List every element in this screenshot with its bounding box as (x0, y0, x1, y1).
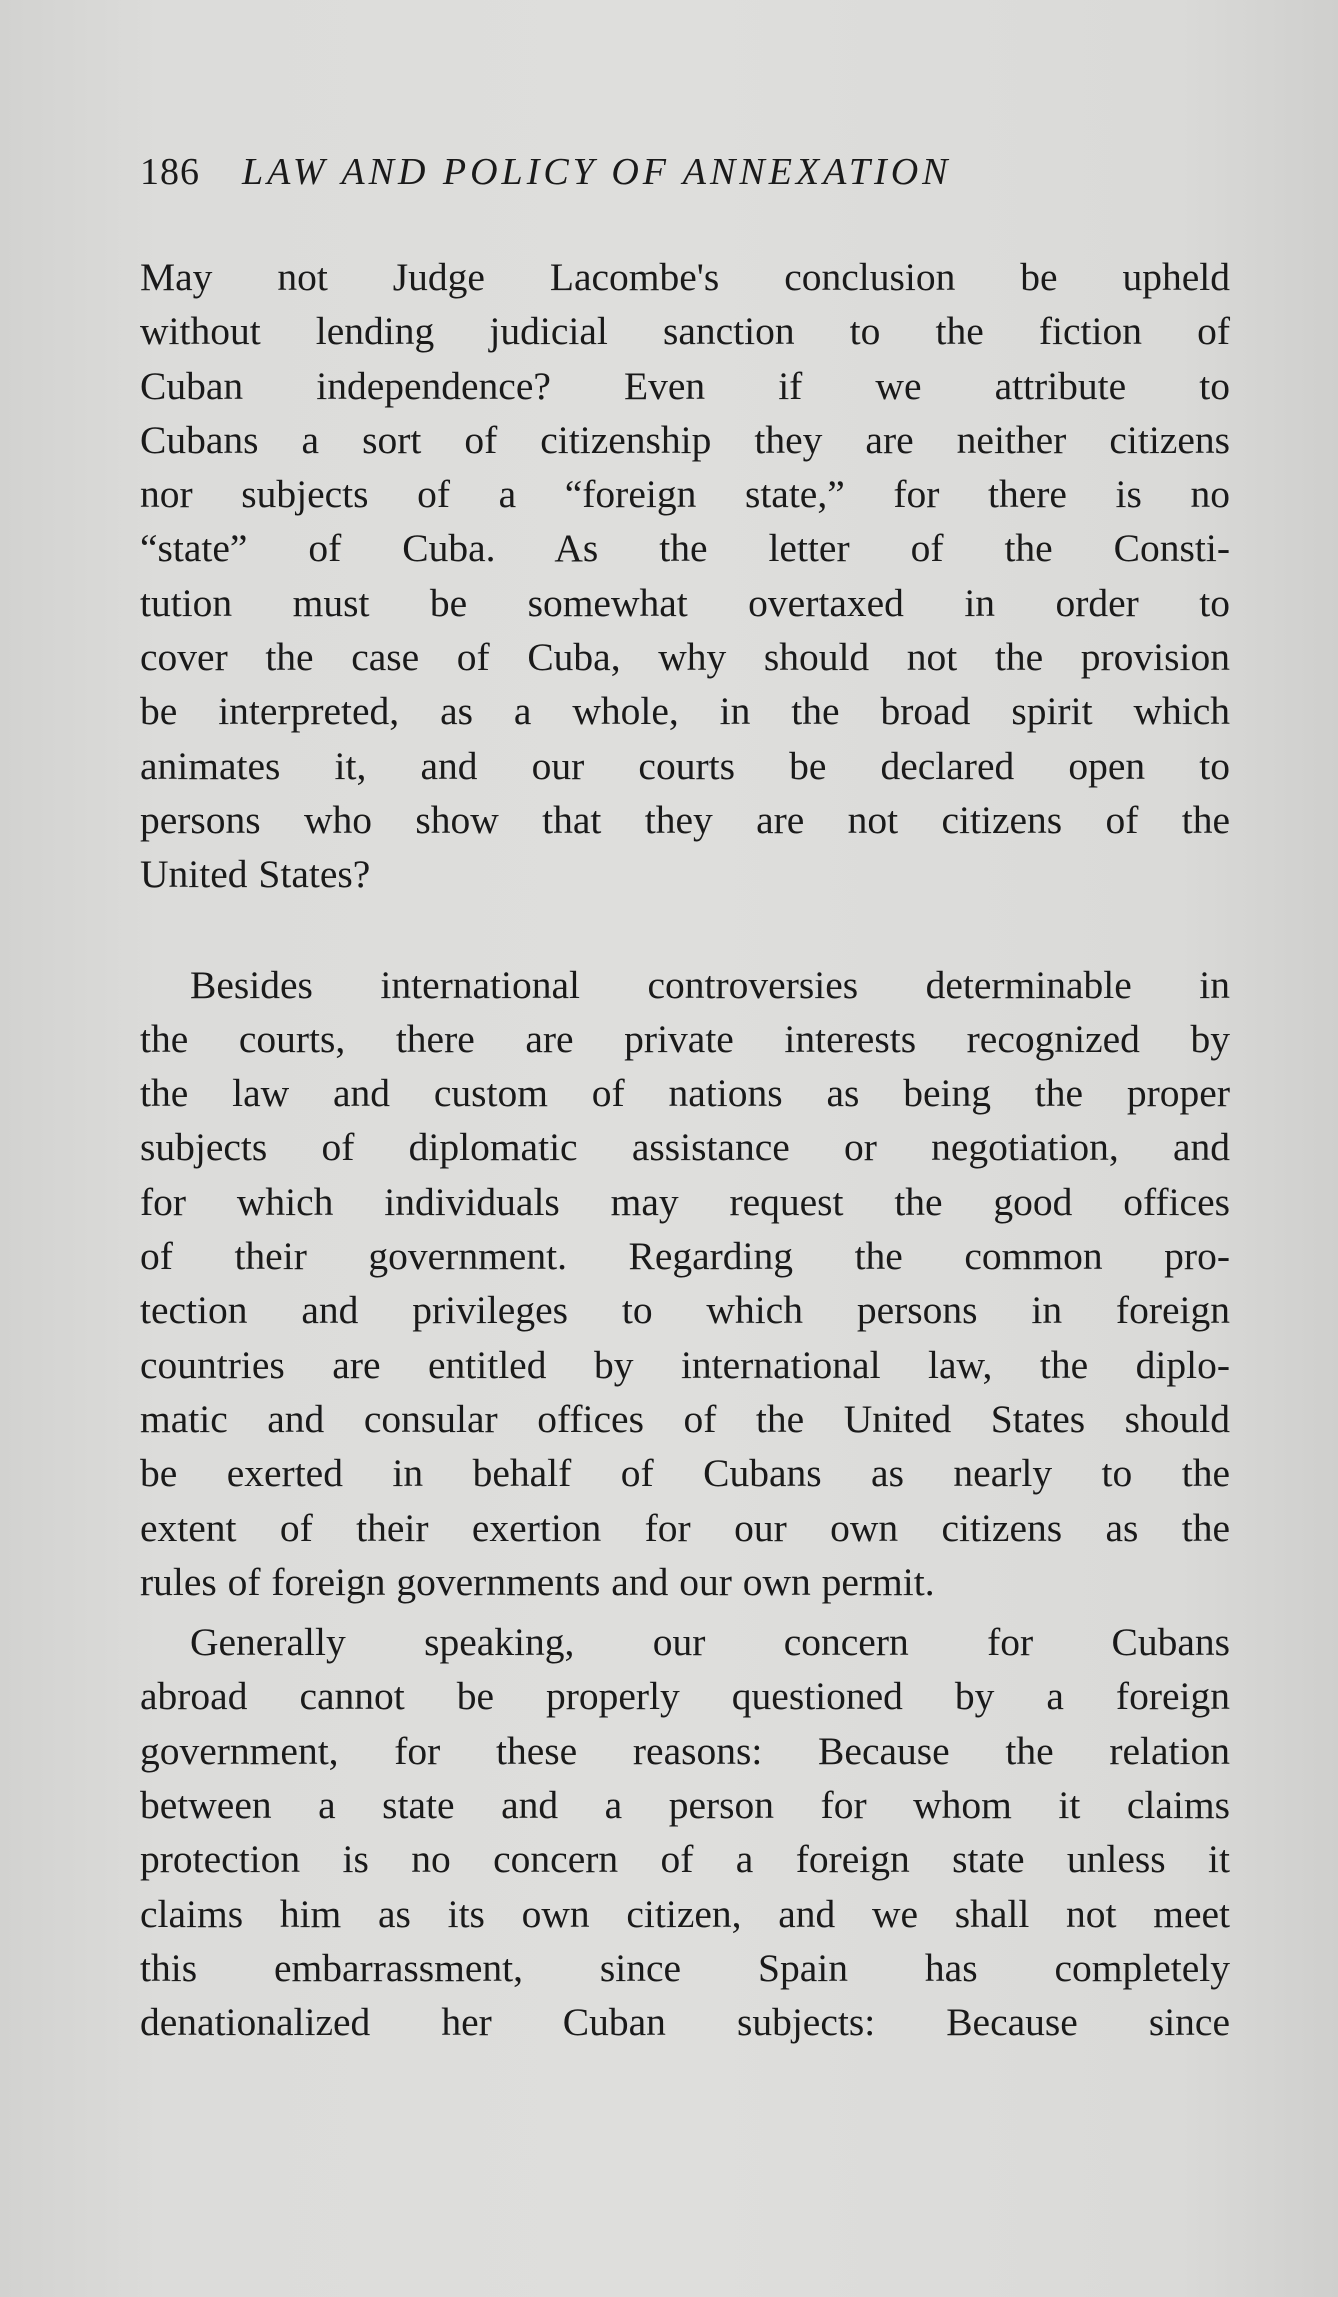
page-header (140, 150, 1200, 210)
text-line: animates it, and our courts be declared open to (140, 743, 1230, 788)
text-line: Besides international controversies determinable in (190, 962, 1230, 1007)
text-line: persons who show that they are not citizens of the (140, 797, 1230, 842)
text-line: tection and privileges to which persons in foreign (140, 1288, 1230, 1333)
paragraph-spacer (140, 902, 1230, 958)
page-number: 186 (140, 151, 200, 193)
text-line: tution must be somewhat overtaxed in order to (140, 580, 1230, 625)
paragraph-2 (140, 958, 1230, 1610)
text-line: without lending judicial sanction to the fiction of (140, 309, 1230, 354)
text-line: Cubans a sort of citizenship they are neither citizens (140, 417, 1230, 462)
text-line: nor subjects of a “foreign state,” for there is no (140, 472, 1230, 517)
text-line: denationalized her Cuban subjects: Because since (140, 2000, 1230, 2045)
text-line: the courts, there are private interests recognized by (140, 1016, 1230, 1061)
text-line: be interpreted, as a whole, in the broad spirit which (140, 689, 1230, 734)
text-line: “state” of Cuba. As the letter of the Consti- (140, 526, 1230, 571)
text-line: countries are entitled by international law, the diplo- (140, 1342, 1230, 1387)
text-line: of their government. Regarding the common pro- (140, 1234, 1230, 1279)
text-line: matic and consular offices of the United States should (140, 1396, 1230, 1441)
text-line: May not Judge Lacombe's conclusion be upheld (140, 255, 1230, 299)
text-line: government, for these reasons: Because the relation (140, 1728, 1230, 1773)
text-line: subjects of diplomatic assistance or negotiation, and (140, 1125, 1230, 1170)
text-line: Cuban independence? Even if we attribute to (140, 363, 1230, 408)
text-line: abroad cannot be properly questioned by a foreign (140, 1674, 1230, 1719)
text-line: the law and custom of nations as being the proper (140, 1071, 1230, 1116)
body-text (140, 250, 1230, 2050)
text-line: rules of foreign governments and our own permit. (140, 1559, 935, 1604)
running-title: LAW AND POLICY OF ANNEXATION (242, 151, 952, 193)
text-line: extent of their exertion for our own citizens as the (140, 1505, 1230, 1550)
text-line: between a state and a person for whom it claims (140, 1783, 1230, 1828)
text-line: claims him as its own citizen, and we shall not meet (140, 1891, 1230, 1936)
paragraph-3 (140, 1615, 1230, 2049)
text-line: Generally speaking, our concern for Cubans (190, 1620, 1230, 1665)
text-line: protection is no concern of a foreign state unless it (140, 1837, 1230, 1882)
paragraph-1 (140, 250, 1230, 902)
text-line: United States? (140, 852, 371, 897)
text-line: be exerted in behalf of Cubans as nearly to the (140, 1451, 1230, 1496)
text-line: this embarrassment, since Spain has completely (140, 1945, 1230, 1990)
text-line: for which individuals may request the good offices (140, 1179, 1230, 1224)
text-line: cover the case of Cuba, why should not the provision (140, 635, 1230, 680)
